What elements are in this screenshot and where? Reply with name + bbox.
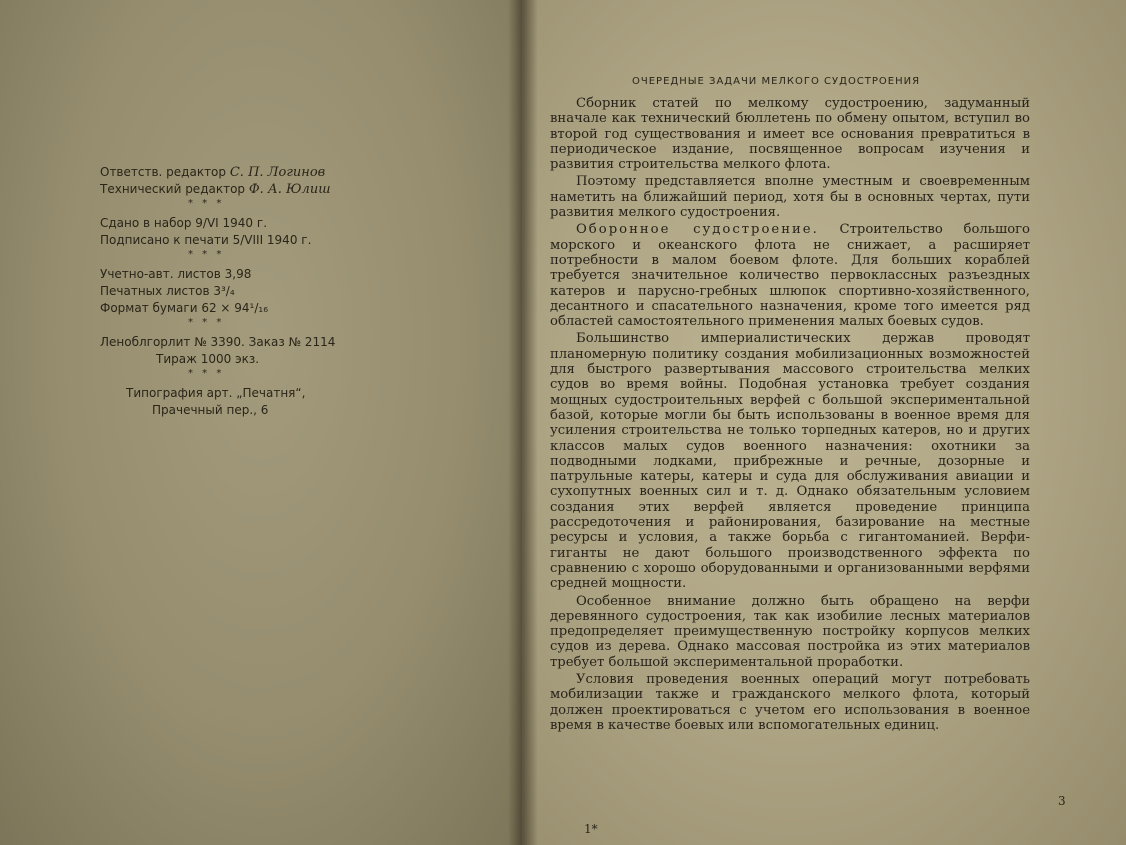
page-number: 3 xyxy=(1058,794,1066,808)
chapter-heading: ОЧЕРЕДНЫЕ ЗАДАЧИ МЕЛКОГО СУДОСТРОЕНИЯ xyxy=(632,76,921,87)
separator: * * * xyxy=(188,368,225,379)
print-sheets: Печатных листов 3³/₄ xyxy=(100,284,235,298)
section-text: Строительство большого морского и океанского флота не снижает, а расширяет потребности в малом боевом флоте. Для больших кораблей требуется значительное количество первоклассных разъездных катеров и парусно-гребных шлюпок спортивно-хозяйственного, десантного и спасательного назначения, кроме того имеется ряд областей самостоятельного применения малых боевых судов. xyxy=(550,222,1030,330)
separator: * * * xyxy=(188,249,225,260)
printer-name: Типография арт. „Печатня“, xyxy=(126,386,306,400)
typeset-date: Сдано в набор 9/VI 1940 г. xyxy=(100,216,268,230)
section-lead: Оборонное судостроение. xyxy=(576,222,819,238)
order-number: Леноблгорлит № 3390. Заказ № 2114 xyxy=(100,335,336,349)
paragraph xyxy=(550,222,1030,329)
editor-label: Ответств. редактор xyxy=(100,165,227,179)
separator: * * * xyxy=(188,317,225,328)
editor-name: С. П. Логинов xyxy=(229,165,326,180)
tech-editor-line xyxy=(100,181,420,198)
tech-editor-label: Технический редактор xyxy=(100,182,246,196)
tech-editor-name: Ф. А. Юлиш xyxy=(248,182,331,197)
paragraph: Большинство империалистических держав проводят планомерную политику создания мобилизационных возможностей для быстрого развертывания массового строительства мелких судов во время войны. Подобная установка требует создания мощных судостроительных верфей с большой экспериментальной базой, которые могли бы быть использованы в военное время для усиления строительства не только торпедных катеров, но и других классов малых судов военного назначения: охотники за подводными лодками, прибрежные и речные, дозорные и патрульные катеры, катеры и суда для обслуживания авиации и сухопутных военных сил и т. д. Однако обязательным условием создания этих верфей является проведение принципа рассредоточения и районирования, базирование на местные ресурсы и условия, а также борьба с гигантоманией. Верфи-гиганты не дают большого производственного эффекта по сравнению с хорошо оборудованными и организованными верфями средней мощности. xyxy=(550,331,1030,592)
print-run: Тираж 1000 экз. xyxy=(156,352,260,366)
paragraph: Условия проведения военных операций могут потребовать мобилизации также и гражданского мелкого флота, который должен проектироваться с учетом его использования в военное время в качестве боевых или вспомогательных единиц. xyxy=(550,671,1030,733)
book-gutter xyxy=(508,0,538,845)
left-page xyxy=(0,0,522,845)
signed-date: Подписано к печати 5/VIII 1940 г. xyxy=(100,233,312,247)
editor-line xyxy=(100,164,420,181)
body-text xyxy=(550,96,1030,735)
paper-format: Формат бумаги 62 × 94¹/₁₆ xyxy=(100,301,269,315)
paragraph: Особенное внимание должно быть обращено на верфи деревянного судостроения, так как изобилие лесных материалов предопределяет преимущественную постройку корпусов мелких судов из дерева. Однако массовая постройка из этих материалов требует большой экспериментальной проработки. xyxy=(550,593,1030,670)
imprint-block xyxy=(100,164,420,419)
author-sheets: Учетно-авт. листов 3,98 xyxy=(100,267,252,281)
printer-address: Прачечный пер., 6 xyxy=(152,403,269,417)
printer-signature-mark: 1* xyxy=(584,822,598,836)
paragraph: Сборник статей по мелкому судостроению, задуманный вначале как технический бюллетень по обмену опытом, вступил во второй год существования и имеет все основания превратиться в периодическое издание, посвященное вопросам изучения и развития строительства мелкого флота. xyxy=(550,96,1030,173)
separator: * * * xyxy=(188,198,225,209)
paragraph: Поэтому представляется вполне уместным и своевременным наметить на ближайший период, хотя бы в основных чертах, пути развития мелкого судостроения. xyxy=(550,174,1030,221)
